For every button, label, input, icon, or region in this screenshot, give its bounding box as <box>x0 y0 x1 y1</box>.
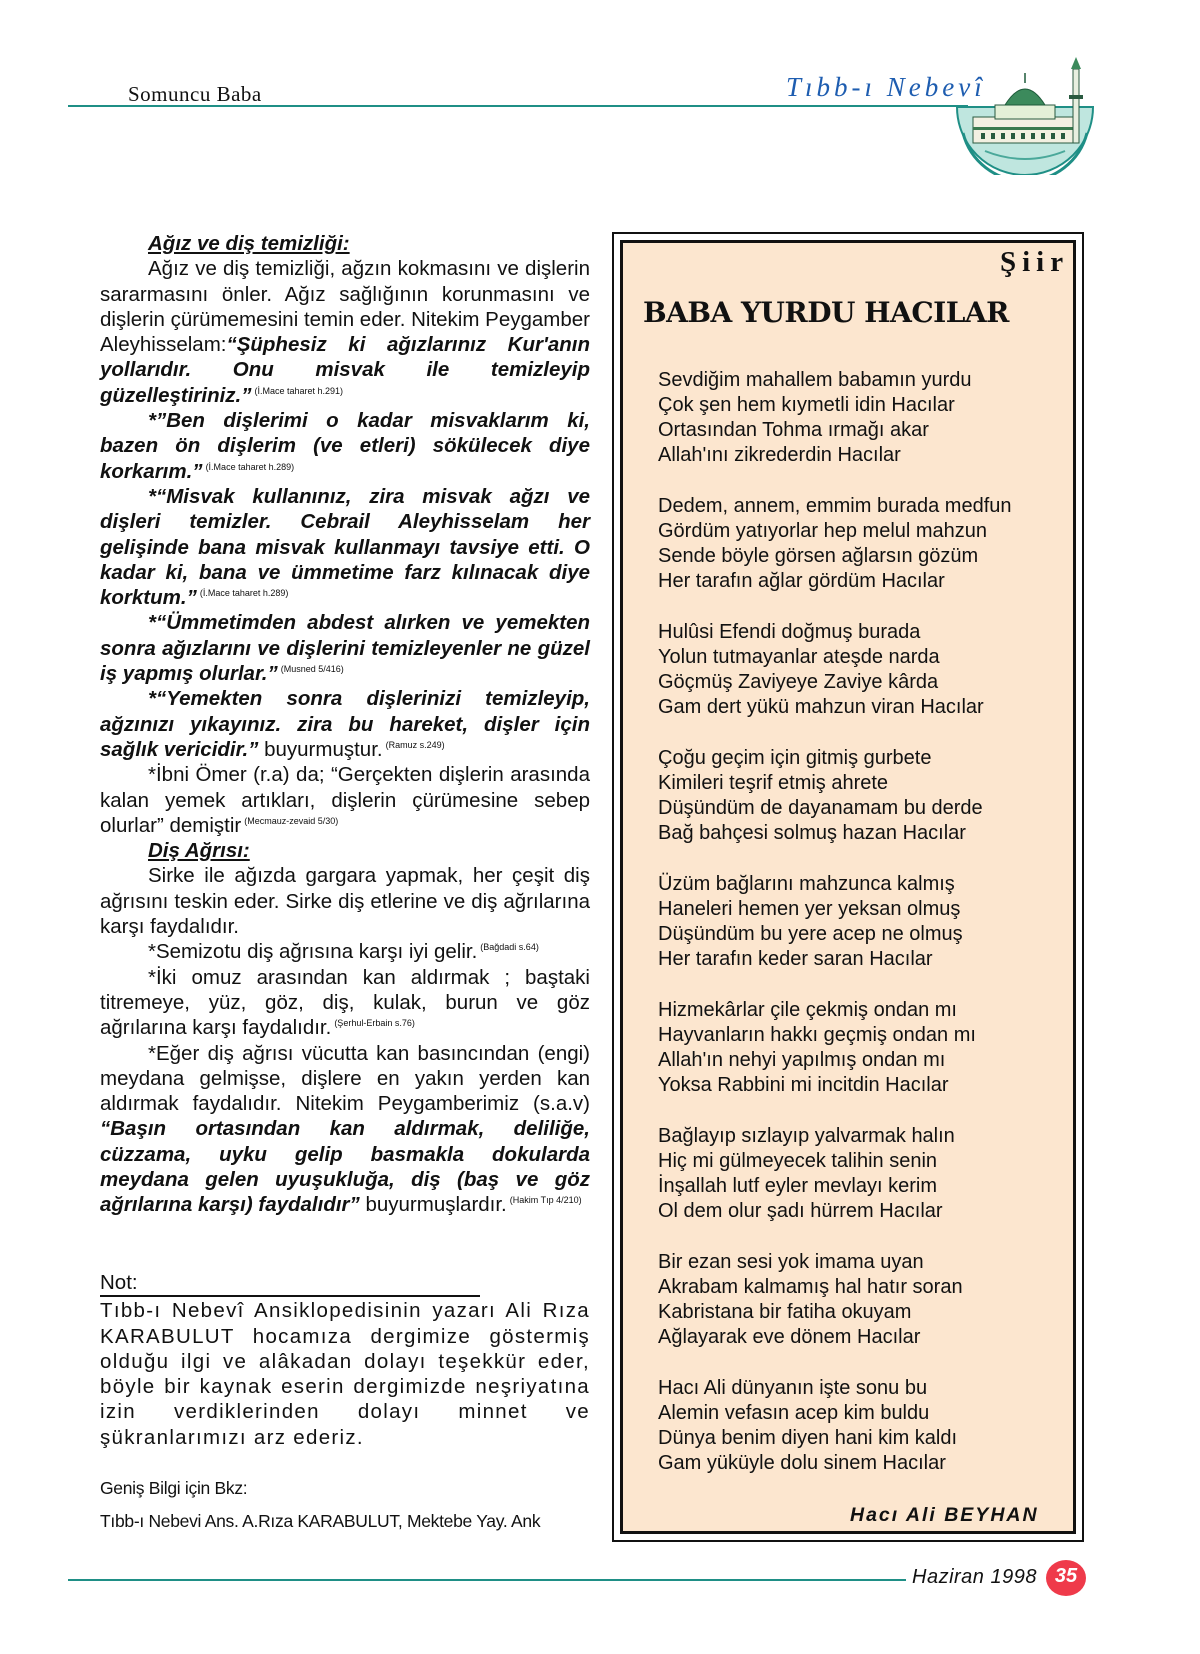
poem-line: Düşündüm de dayanamam bu derde <box>658 797 983 820</box>
poem-line: Çok şen hem kıymetli idin Hacılar <box>658 394 955 417</box>
poem-line: İnşallah lutf eyler mevlayı kerim <box>658 1175 937 1197</box>
magazine-name: Somuncu Baba <box>128 82 262 106</box>
poem-stanza <box>658 494 1068 594</box>
poem-line: Her tarafın ağlar gördüm Hacılar <box>658 570 945 593</box>
note-title: Not: <box>100 1270 480 1297</box>
poem-line: Ol dem olur şadı hürrem Hacılar <box>658 1200 943 1223</box>
paragraph-2: *”Ben dişlerimi o kadar misvaklarım ki, bazen ön dişlerim (ve etleri) sökülecek diye korkarım.” $^{(İ.Mace taharet h.289)}$ <box>100 409 590 483</box>
thanks-note <box>100 1270 590 1450</box>
poem-line: Bağlayıp sızlayıp yalvarmak halın <box>658 1124 955 1147</box>
heading-toothache: Diş Ağrısı: <box>148 839 250 863</box>
paragraph-6: *İbni Ömer (r.a) da; “Gerçekten dişlerin arasında kalan yemek artıkları, dişlerin çürümesine sebep olurlar” demiştir $^{(Mecmauz-zevaid 5/30)}$ <box>100 763 590 837</box>
poem-line: Üzüm bağlarını mahzunca kalmış <box>658 872 955 895</box>
poem-line: Alemin vefasın acep kim buldu <box>658 1401 930 1424</box>
poem-line: Gördüm yatıyorlar hep melul mahzun <box>658 520 988 543</box>
poem-line: Haneleri hemen yer yeksan olmuş <box>658 897 961 920</box>
section-title: Tıbb-ı Nebevî <box>786 72 986 102</box>
paragraph-3: *“Misvak kullanınız, zira misvak ağzı ve dişleri temizler. Cebrail Aleyhisselam her gelişinde bana misvak kullanmayı tavsiye etti. O kadar ki, bana ve ümmetime farz kılınacak diye korktum.” $^{(İ.Mace taharet h.289)}$ <box>100 484 590 610</box>
poem-line: Sende böyle görsen ağlarsın gözüm <box>658 545 979 568</box>
poem-line: Kabristana bir fatiha okuyam <box>658 1300 912 1323</box>
poem-line: Düşündüm bu yere acep ne olmuş <box>658 923 963 946</box>
poem-line: Hizmekârlar çile çekmiş ondan mı <box>658 998 957 1021</box>
issue-date: Haziran 1998 <box>912 1566 1037 1588</box>
paragraph-4: *“Ümmetimden abdest alırken ve yemekten sonra ağızlarını ve dişlerini temizleyenler ne güzel iş yapmış olurlar.” $^{(Musned 5/416)}$ <box>100 611 590 686</box>
poem-line: Çoğu geçim için gitmiş gurbete <box>658 746 932 769</box>
poem-stanza <box>658 1376 1068 1476</box>
note-body: Tıbb-ı Nebevî Ansiklopedisinin yazarı Ali Rıza KARABULUT hocamıza dergimize göstermiş olduğu ilgi ve alâkadan dolayı teşekkür eder, böyle bir kaynak eserin dergimizde neşriyatına izin verdiklerinden dolayı minnet ve şükranlarımızı arz ederiz. <box>100 1299 590 1449</box>
more-info-reference: Tıbb-ı Nebevi Ans. A.Rıza KARABULUT, Mektebe Yay. Ank <box>100 1511 541 1531</box>
poem-stanza <box>658 1124 1068 1224</box>
poem-stanza <box>658 998 1068 1098</box>
citation: (Mecmauz-zevaid 5/30) <box>244 816 339 826</box>
poem-author: Hacı Ali BEYHAN <box>850 1504 1039 1526</box>
citation: (İ.Mace taharet h.291) <box>254 385 344 396</box>
paragraph-7: Sirke ile ağızda gargara yapmak, her çeşit diş ağrısını teskin eder. Sirke diş etlerine ve diş ağrılarına karşı faydalıdır. <box>100 864 590 939</box>
poem-line: Hacı Ali dünyanın işte sonu bu <box>658 1376 928 1399</box>
article-column <box>100 231 590 1218</box>
poem-line: Hayvanların hakkı geçmiş ondan mı <box>658 1023 976 1046</box>
poem-line: Gam yüküyle dolu sinem Hacılar <box>658 1452 946 1475</box>
heading-oral-hygiene: Ağız ve diş temizliği: <box>148 232 350 255</box>
citation: (Ramuz s.249) <box>385 740 445 751</box>
poem-line: Kimileri teşrif etmiş ahrete <box>658 772 889 794</box>
citation: (İ.Mace taharet h.289) <box>205 461 295 472</box>
poem-line: Sevdiğim mahallem babamın yurdu <box>658 369 972 391</box>
footer-rule <box>68 1579 906 1581</box>
poem-line: Bir ezan sesi yok imama uyan <box>658 1250 924 1273</box>
citation: (Şerhul-Erbain s.76) <box>334 1018 415 1029</box>
poem-line: Hiç mi gülmeyecek talihin senin <box>658 1149 938 1172</box>
poem-stanza <box>658 620 1068 720</box>
poem-line: Gam dert yükü mahzun viran Hacılar <box>658 696 984 719</box>
citation: (İ.Mace taharet h.289) <box>199 588 289 599</box>
citation: (Hakim Tıp 4/210) <box>509 1195 582 1206</box>
paragraph-5: *“Yemekten sonra dişlerinizi temizleyip, ağzınızı yıkayınız. zira bu hareket, dişler için sağlık vericidir.” buyurmuştur. $^{(Ramuz s.249)}$ <box>100 687 590 761</box>
poem-line: Akrabam kalmamış hal hatır soran <box>658 1275 963 1298</box>
poem-section-tag: Şiir <box>1000 246 1070 278</box>
poem-title: BABA YURDU HACILAR <box>643 296 1009 329</box>
page-number-badge: 35 <box>1046 1560 1086 1596</box>
paragraph-1: Ağız ve diş temizliği, ağzın kokmasını ve dişlerin sararmasını önler. Ağız sağlığının korunmasını ve dişlerin çürümemesini temin eder. Nitekim Peygamber Aleyhisselam:“Şüphesiz ki ağızlarınız Kur'anın yollarıdır. Onu misvak ile temizleyip güzelleştiriniz.” $^{(İ.Mace taharet h.291)}$ <box>100 257 590 407</box>
poem-stanza <box>658 1250 1068 1350</box>
poem-line: Allah'ını zikrederdin Hacılar <box>658 444 901 467</box>
paragraph-10: *Eğer diş ağrısı vücutta kan basıncından (engi) meydana gelmişse, dişlere en yakın yerden kan aldırmak faydalıdır. Nitekim Peygamberimiz (s.a.v) “Başın ortasından kan aldırmak, deliliğe, cüzzama, uyku gelip basmakla dokularda meydana gelen uyuşukluğa, diş (baş ve göz ağrılarına karşı) faydalıdır” buyurmuşlardır. $^{(Hakim Tıp 4/210)}$ <box>100 1041 590 1217</box>
paragraph-8: *Semizotu diş ağrısına karşı iyi gelir. $^{(Bağdadi s.64)}$ <box>148 940 539 964</box>
more-info-label: Geniş Bilgi için Bkz: <box>100 1478 248 1498</box>
citation: (Bağdadi s.64) <box>480 942 539 953</box>
poem-line: Yolun tutmayanlar ateşde narda <box>658 646 940 669</box>
poem-line: Ortasından Tohma ırmağı akar <box>658 419 929 442</box>
poem-stanza <box>658 746 1068 846</box>
poem-line: Göçmüş Zaviyeye Zaviye kârda <box>658 671 939 694</box>
poem-line: Her tarafın keder saran Hacılar <box>658 948 933 971</box>
poem-stanzas <box>658 368 1068 1502</box>
poem-stanza <box>658 872 1068 972</box>
poem-line: Yoksa Rabbini mi incitdin Hacılar <box>658 1074 949 1097</box>
header-rule <box>68 105 968 107</box>
poem-line: Dedem, annem, emmim burada medfun <box>658 494 1012 517</box>
poem-line: Hulûsi Efendi doğmuş burada <box>658 620 921 643</box>
poem-line: Allah'ın nehyi yapılmış ondan mı <box>658 1049 946 1072</box>
citation: (Musned 5/416) <box>280 664 344 675</box>
mosque-emblem-icon <box>955 55 1095 180</box>
poem-line: Dünya benim diyen hani kim kaldı <box>658 1426 958 1449</box>
poem-line: Bağ bahçesi solmuş hazan Hacılar <box>658 822 966 845</box>
poem-stanza <box>658 368 1068 468</box>
poem-line: Ağlayarak eve dönem Hacılar <box>658 1326 921 1349</box>
paragraph-9: *İki omuz arasından kan aldırmak ; baştaki titremeye, yüz, göz, diş, kulak, burun ve göz ağrılarına karşı faydalıdır. $^{(Şerhul-Erbain s.76)}$ <box>100 965 590 1040</box>
